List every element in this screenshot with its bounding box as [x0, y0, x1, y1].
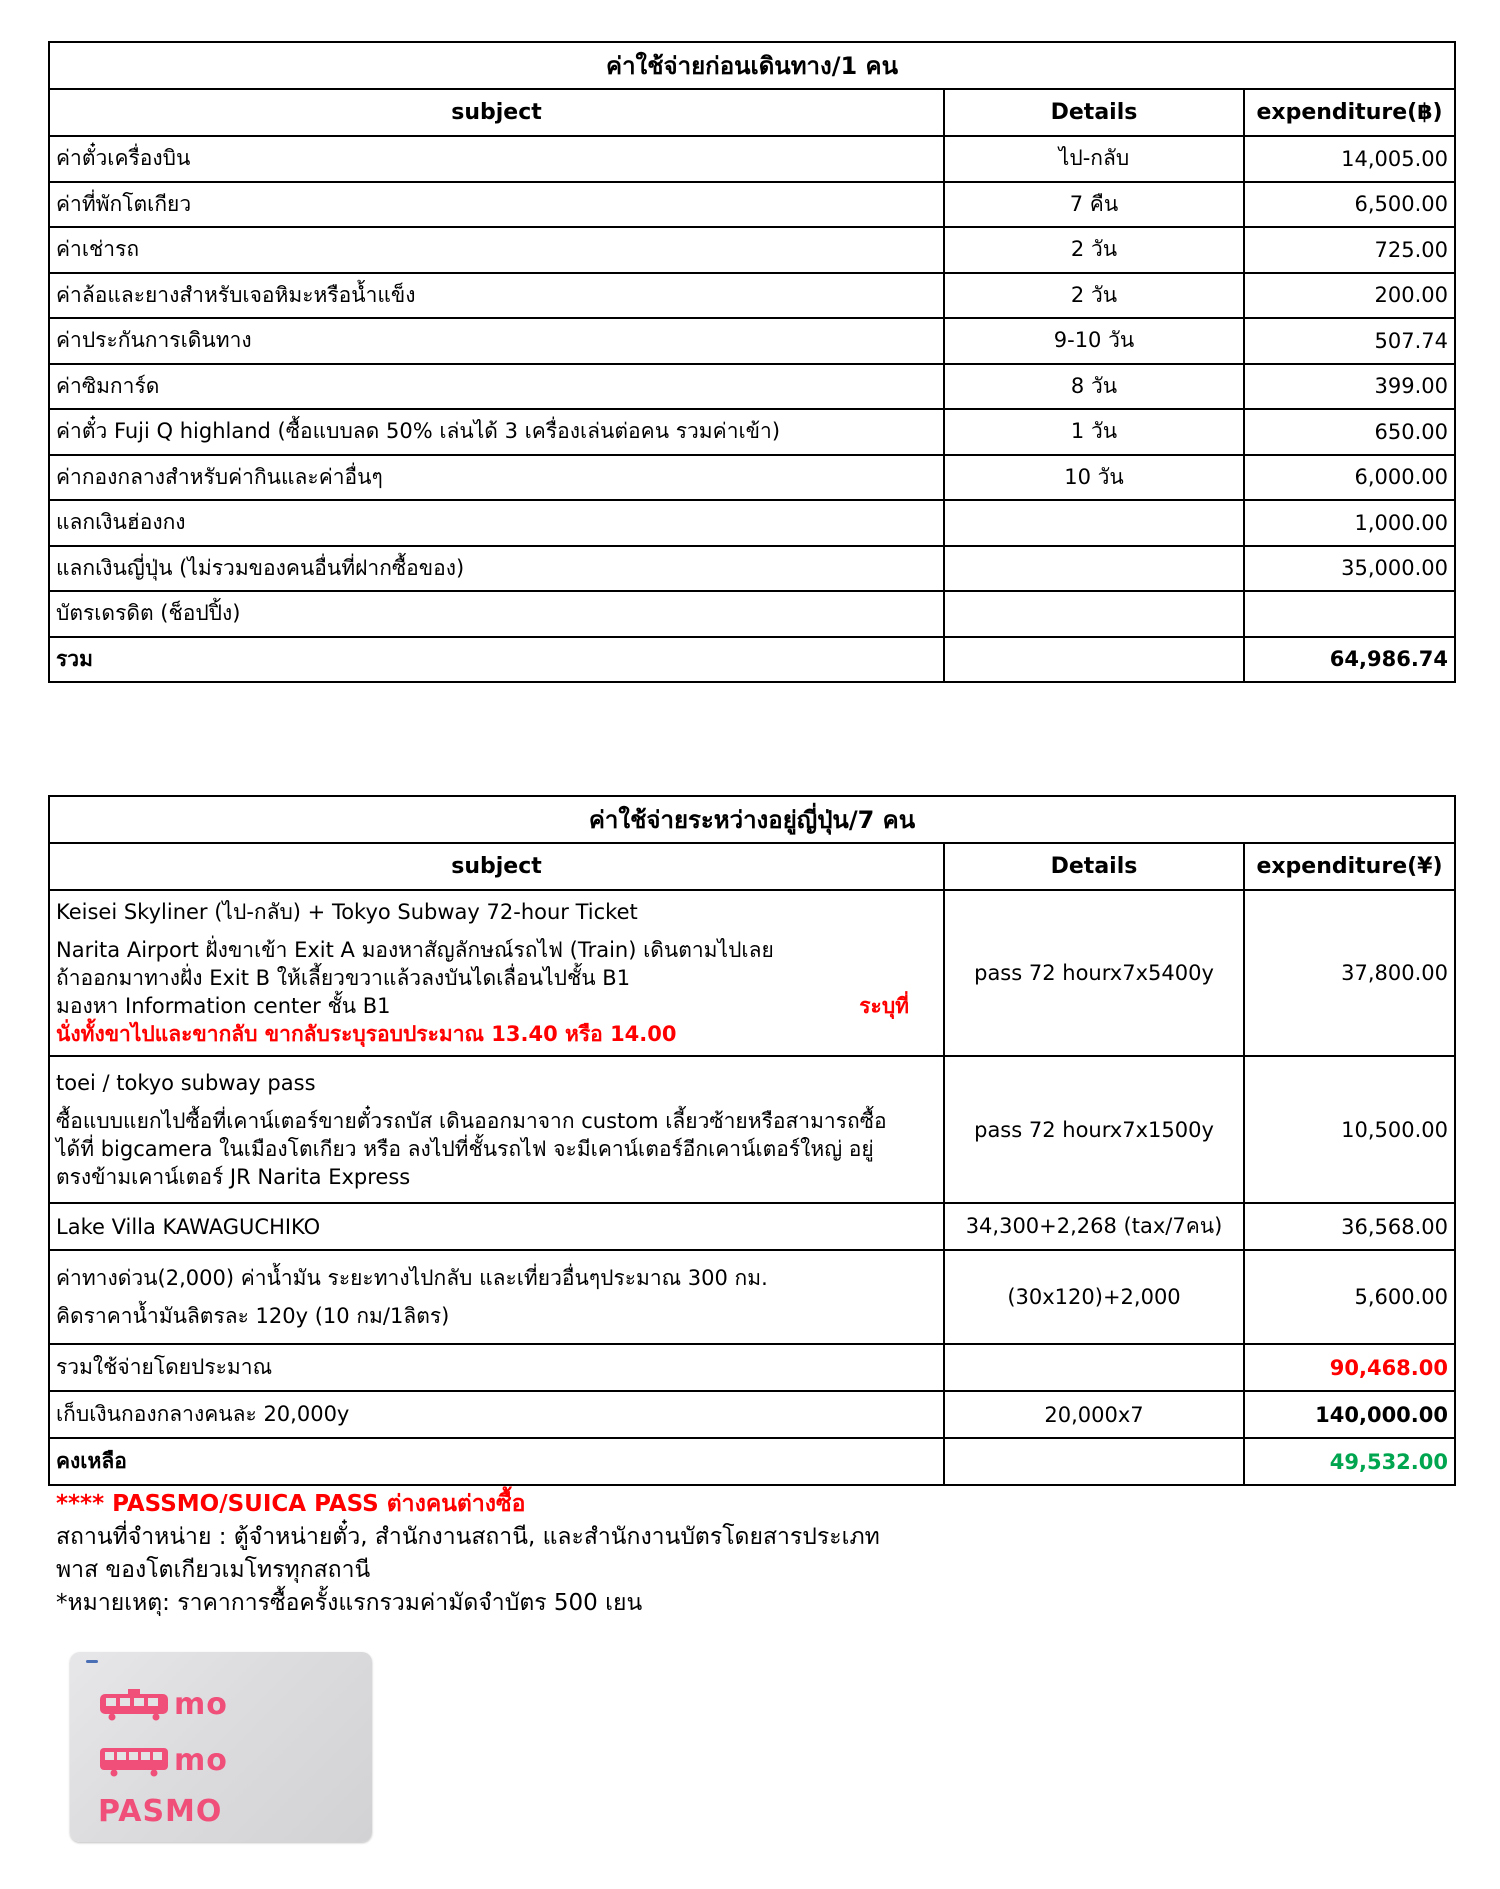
row-subject: แลกเงินฮ่องกง — [49, 500, 944, 546]
table-row — [49, 136, 1455, 182]
table-row — [49, 273, 1455, 319]
card-mark — [86, 1660, 98, 1663]
table-row — [49, 409, 1455, 455]
row-subject — [49, 1250, 944, 1344]
row-details: 2 วัน — [944, 227, 1244, 273]
total-amount: 64,986.74 — [1244, 637, 1455, 683]
row-subject: แลกเงินญี่ปุ่น (ไม่รวมของคนอื่นที่ฝากซื้อของ) — [49, 546, 944, 592]
remaining-label: คงเหลือ — [49, 1438, 944, 1485]
row-amount: 1,000.00 — [1244, 500, 1455, 546]
table-title: ค่าใช้จ่ายก่อนเดินทาง/1 คน — [49, 42, 1455, 89]
row-details — [944, 591, 1244, 637]
row-amount: 14,005.00 — [1244, 136, 1455, 182]
row-details: 1 วัน — [944, 409, 1244, 455]
remaining-row — [49, 1438, 1455, 1485]
approx-total-label: รวมใช้จ่ายโดยประมาณ — [49, 1344, 944, 1391]
remaining-amount: 49,532.00 — [1244, 1438, 1455, 1485]
table-row — [49, 318, 1455, 364]
row-amount: 36,568.00 — [1244, 1203, 1455, 1250]
collect-details: 20,000x7 — [944, 1391, 1244, 1438]
row-details: 2 วัน — [944, 273, 1244, 319]
pasmo-card-image — [70, 1652, 372, 1842]
row-note-highlight: นั่งทั้งขาไปและขากลับ ขากลับระบุรอบประมาณ 13.40 หรือ 14.00 — [56, 1022, 677, 1046]
row-title: Keisei Skyliner (ไป-กลับ) + Tokyo Subway 72-hour Ticket — [56, 900, 638, 924]
remaining-details — [944, 1438, 1244, 1485]
header-expenditure: expenditure(¥) — [1244, 843, 1455, 890]
row-subject: ค่าตั๋ว Fuji Q highland (ซื้อแบบลด 50% เล่นได้ 3 เครื่องเล่นต่อคน รวมค่าเข้า) — [49, 409, 944, 455]
row-amount — [1244, 591, 1455, 637]
table-row — [49, 1250, 1455, 1344]
notes-line: สถานที่จำหน่าย : ตู้จำหน่ายตั๋ว, สำนักงานสถานี, และสำนักงานบัตรโดยสารประเภท — [56, 1524, 880, 1550]
header-details: Details — [944, 843, 1244, 890]
row-title: toei / tokyo subway pass — [56, 1070, 316, 1095]
row-details: 8 วัน — [944, 364, 1244, 410]
row-amount: 5,600.00 — [1244, 1250, 1455, 1344]
row-note-line: ค่าทางด่วน(2,000) ค่าน้ำมัน ระยะทางไปกลับ และเที่ยวอื่นๆประมาณ 300 กม. — [56, 1266, 768, 1290]
row-subject — [49, 890, 944, 1056]
row-amount: 650.00 — [1244, 409, 1455, 455]
card-bus-line — [98, 1742, 228, 1778]
pass-notes — [56, 1488, 956, 1620]
row-subject: ค่าประกันการเดินทาง — [49, 318, 944, 364]
table-title: ค่าใช้จ่ายระหว่างอยู่ญี่ปุ่น/7 คน — [49, 796, 1455, 843]
row-details — [944, 500, 1244, 546]
row-details: 10 วัน — [944, 455, 1244, 501]
row-details: ไป-กลับ — [944, 136, 1244, 182]
reserve-mark: ระบุที่ — [859, 994, 909, 1018]
row-amount: 10,500.00 — [1244, 1056, 1455, 1203]
row-details: 34,300+2,268 (tax/7คน) — [944, 1203, 1244, 1250]
card-train-line — [98, 1686, 228, 1722]
collect-row — [49, 1391, 1455, 1438]
row-amount: 507.74 — [1244, 318, 1455, 364]
row-amount: 200.00 — [1244, 273, 1455, 319]
row-amount: 37,800.00 — [1244, 890, 1455, 1056]
row-amount: 725.00 — [1244, 227, 1455, 273]
notes-heading: **** PASSMO/SUICA PASS ต่างคนต่างซื้อ — [56, 1491, 526, 1517]
row-note-line: ซื้อแบบแยกไปซื้อที่เคาน์เตอร์ขายตั๋วรถบัส เดินออกมาจาก custom เลี้ยวซ้ายหรือสามารถซื้อ — [56, 1108, 887, 1133]
header-details: Details — [944, 89, 1244, 136]
approx-total-amount: 90,468.00 — [1244, 1344, 1455, 1391]
header-subject: subject — [49, 843, 944, 890]
row-note-line: ได้ที่ bigcamera ในเมืองโตเกียว หรือ ลงไปที่ชั้นรถไฟ จะมีเคาน์เตอร์อีกเคาน์เตอร์ใหญ่ อยู่ — [56, 1136, 874, 1161]
row-details: pass 72 hourx7x5400y — [944, 890, 1244, 1056]
pre-trip-expense-table — [48, 41, 1456, 683]
row-details: 9-10 วัน — [944, 318, 1244, 364]
row-details: 7 คืน — [944, 182, 1244, 228]
table-row — [49, 500, 1455, 546]
table-row — [49, 182, 1455, 228]
row-subject: ค่าซิมการ์ด — [49, 364, 944, 410]
collect-label: เก็บเงินกองกลางคนละ 20,000y — [49, 1391, 944, 1438]
row-amount: 6,000.00 — [1244, 455, 1455, 501]
table-row — [49, 591, 1455, 637]
row-note-line: มองหา Information center ชั้น B1 — [56, 994, 391, 1018]
train-icon — [98, 1688, 170, 1722]
table-row — [49, 364, 1455, 410]
row-amount: 35,000.00 — [1244, 546, 1455, 592]
notes-line: *หมายเหตุ: ราคาการซื้อครั้งแรกรวมค่ามัดจำบัตร 500 เยน — [56, 1590, 643, 1616]
row-subject: ค่าเช่ารถ — [49, 227, 944, 273]
row-subject: Lake Villa KAWAGUCHIKO — [49, 1203, 944, 1250]
table-row — [49, 455, 1455, 501]
row-note-line: Narita Airport ฝั่งขาเข้า Exit A มองหาสัญลักษณ์รถไฟ (Train) เดินตามไปเลย — [56, 938, 774, 962]
row-details — [944, 546, 1244, 592]
row-subject: ค่าล้อและยางสำหรับเจอหิมะหรือน้ำแข็ง — [49, 273, 944, 319]
row-note-line: ตรงข้ามเคาน์เตอร์ JR Narita Express — [56, 1164, 411, 1189]
row-subject: ค่าตั๋วเครื่องบิน — [49, 136, 944, 182]
table-row — [49, 1056, 1455, 1203]
approx-total-row — [49, 1344, 1455, 1391]
row-details: pass 72 hourx7x1500y — [944, 1056, 1244, 1203]
total-details — [944, 637, 1244, 683]
header-subject: subject — [49, 89, 944, 136]
table-row — [49, 227, 1455, 273]
row-amount: 6,500.00 — [1244, 182, 1455, 228]
row-amount: 399.00 — [1244, 364, 1455, 410]
card-text: mo — [174, 1743, 228, 1778]
table-row — [49, 890, 1455, 1056]
row-subject — [49, 1056, 944, 1203]
notes-line: พาส ของโตเกียวเมโทรทุกสถานี — [56, 1557, 371, 1583]
total-row — [49, 637, 1455, 683]
header-expenditure: expenditure(฿) — [1244, 89, 1455, 136]
collect-amount: 140,000.00 — [1244, 1391, 1455, 1438]
card-brand: PASMO — [98, 1794, 223, 1829]
row-subject: ค่าที่พักโตเกียว — [49, 182, 944, 228]
approx-total-details — [944, 1344, 1244, 1391]
row-details: (30x120)+2,000 — [944, 1250, 1244, 1344]
row-subject: บัตรเดรดิต (ช็อปปิ้ง) — [49, 591, 944, 637]
row-note-line: คิดราคาน้ำมันลิตรละ 120y (10 กม/1ลิตร) — [56, 1304, 450, 1328]
in-japan-expense-table — [48, 795, 1456, 1486]
row-subject: ค่ากองกลางสำหรับค่ากินและค่าอื่นๆ — [49, 455, 944, 501]
total-label: รวม — [49, 637, 944, 683]
table-row — [49, 546, 1455, 592]
card-text: mo — [174, 1687, 228, 1722]
bus-icon — [98, 1744, 170, 1778]
table-row — [49, 1203, 1455, 1250]
row-note-line: ถ้าออกมาทางฝั่ง Exit B ให้เลี้ยวขวาแล้วลงบันไดเลื่อนไปชั้น B1 — [56, 966, 631, 990]
